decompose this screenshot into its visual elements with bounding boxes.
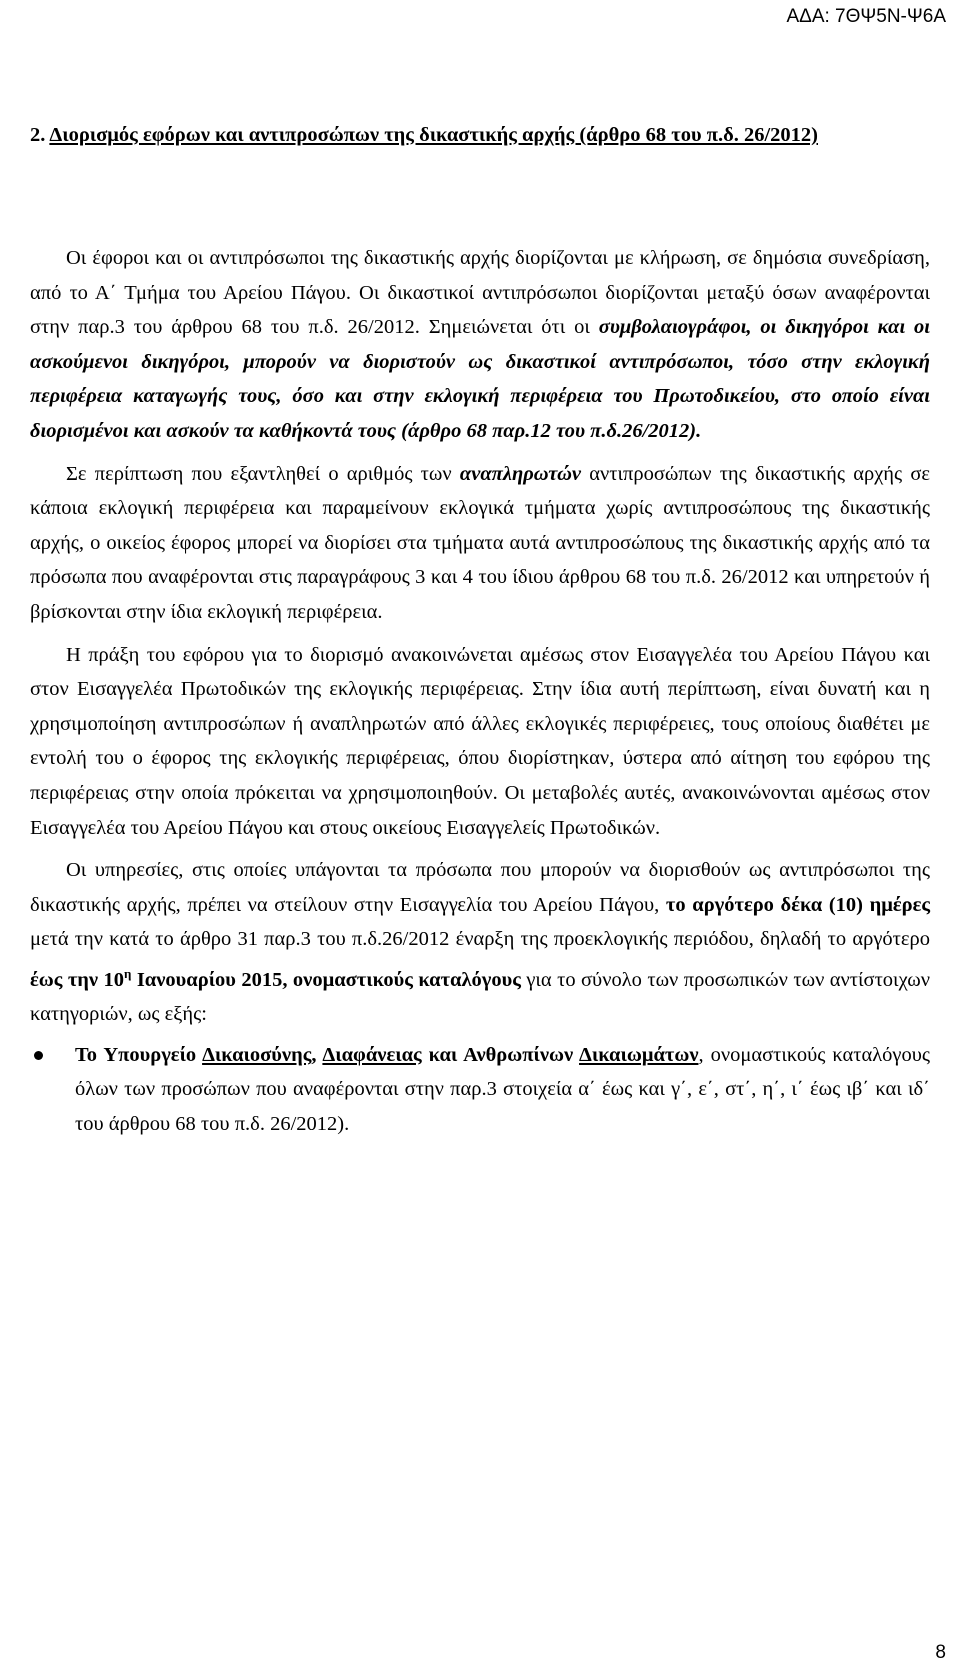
paragraph-text: Οι έφοροι και οι αντιπρόσωποι της δικαστικής αρχής διορίζονται με κλήρωση, σε δημόσια συνεδρίαση, από το Α΄ Τμήμα του Αρείου Πάγου. Οι δικαστικοί αντιπρόσωποι διορίζονται μεταξύ όσων αναφέρονται στην παρ.3 του άρθρου 68 του π.δ. 26/2012. Σημειώνεται ότι οι xyxy=(30,247,930,339)
superscript: η xyxy=(124,965,132,981)
paragraph-substitutes xyxy=(30,457,930,630)
paragraph-appointment xyxy=(30,241,930,449)
paragraph-text: Οι υπηρεσίες, στις οποίες υπάγονται τα πρόσωπα που μπορούν να διορισθούν ως αντιπρόσωποι της δικαστικής αρχής, πρέπει να στείλουν στην Εισαγγελία του Αρείου Πάγου, xyxy=(30,859,930,916)
list-item xyxy=(30,1038,930,1142)
paragraph-text: για το σύνολο των προσωπικών των αντίστοιχων κατηγοριών, ως εξής: xyxy=(30,968,930,1026)
deadline-days: το αργότερο δέκα (10) ημέρες xyxy=(665,893,930,916)
heading-number: 2. xyxy=(30,124,46,146)
document-body xyxy=(30,118,930,1142)
paragraph-text: Σε περίπτωση που εξαντληθεί ο αριθμός των xyxy=(66,462,460,485)
bullet-icon xyxy=(34,1051,43,1060)
paragraph-emphasis: συμβολαιογράφοι, οι δικηγόροι και οι ασκούμενοι δικηγόροι, μπορούν να διοριστούν ως δικαστικοί αντιπρόσωποι, τόσο στην εκλογική περιφέρεια καταγωγής τους, όσο και στην εκλογική περιφέρεια του Πρωτοδικείου, στο οποίο είναι διορισμένοι και ασκούν τα καθήκοντά τους (άρθρο 68 παρ.12 του π.δ.26/2012). xyxy=(30,316,930,442)
heading-title: Διορισμός εφόρων και αντιπροσώπων της δικαστικής αρχής (άρθρο 68 του π.δ. 26/2012) xyxy=(49,124,818,146)
section-heading xyxy=(30,118,930,153)
paragraph-text: Η πράξη του εφόρου για το διορισμό ανακοινώνεται αμέσως στον Εισαγγελέα του Αρείου Πάγου και στον Εισαγγελέα Πρωτοδικών της εκλογικής περιφέρειας. Στην ίδια αυτή περίπτωση, είναι δυνατή και η χρησιμοποίηση αντιπροσώπων ή αναπληρωτών από άλλες εκλογικές περιφέρειες, τους οποίους διαθέτει με εντολή του ο έφορος της εκλογικής περιφέρειας, όπου διορίστηκαν, ύστερα από αίτηση του εφόρου της περιφέρειας στην οποία πρόκειται να χρησιμοποιηθούν. Οι μεταβολές αυτές, ανακοινώνονται αμέσως στον Εισαγγελέα του Αρείου Πάγου και στους οικείους Εισαγγελείς Πρωτοδικών. xyxy=(30,643,930,839)
paragraph-text: μετά την κατά το άρθρο 31 παρ.3 του π.δ.26/2012 έναρξη της προεκλογικής περιόδου, δηλαδή το αργότερο xyxy=(30,928,930,951)
ministry-name: Το Υπουργείο Δικαιοσύνης, Διαφάνειας και Ανθρωπίνων Δικαιωμάτων xyxy=(75,1043,699,1066)
page-number: 8 xyxy=(935,1642,946,1663)
paragraph-text: αντιπροσώπων της δικαστικής αρχής σε κάποια εκλογική περιφέρεια και παραμείνουν εκλογικά τμήματα χωρίς αντιπροσώπους της δικαστικής αρχής, ο οικείος έφορος μπορεί να διορίσει στα τμήματα αυτά αντιπροσώπους της δικαστικής αρχής από τα πρόσωπα που αναφέρονται στις παραγράφους 3 και 4 του ίδιου άρθρου 68 του π.δ. 26/2012 και υπηρετούν ή βρίσκονται στην ίδια εκλογική περιφέρεια. xyxy=(30,462,930,623)
deadline-date: έως την $10^\eta$ Ιανουαρίου 2015, ονομαστικούς καταλόγους xyxy=(30,965,521,991)
paragraph-deadline xyxy=(30,853,930,1032)
paragraph-emphasis: αναπληρωτών xyxy=(459,462,582,485)
ada-code: ΑΔΑ: 7ΘΨ5Ν-Ψ6Α xyxy=(786,6,946,27)
paragraph-announcement xyxy=(30,638,930,846)
list-item-text: , ονομαστικούς καταλόγους όλων των προσώπων που αναφέρονται στην παρ.3 στοιχεία α΄ έως και γ΄, ε΄, στ΄, η΄, ι΄ έως ιβ΄ και ιδ΄ του άρθρου 68 του π.δ. 26/2012). xyxy=(75,1043,930,1136)
